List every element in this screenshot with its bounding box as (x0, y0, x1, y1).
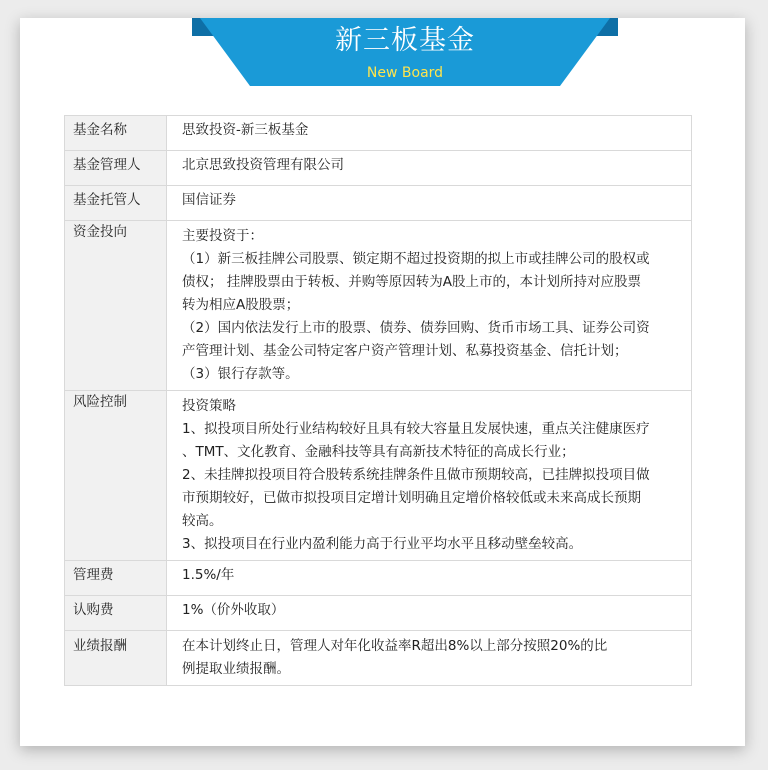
row-label: 资金投向 (65, 221, 167, 391)
value-text-line: 转为相应A股股票； (182, 297, 300, 313)
value-text-line: （3）银行存款等。 (182, 366, 299, 382)
value-text-line: 2、未挂牌拟投项目符合股转系统挂牌条件且做市预期较高，已挂牌拟投项目做 (182, 467, 650, 483)
value-text-line: 1.5%/年 (182, 567, 235, 583)
table-row (65, 221, 692, 391)
page-title: 新三板基金 (335, 25, 475, 56)
row-label: 基金名称 (65, 116, 167, 151)
table-row (65, 631, 692, 686)
value-text-line: 例提取业绩报酬。 (182, 661, 290, 677)
row-label: 基金管理人 (65, 151, 167, 186)
row-value (167, 391, 692, 561)
value-text-line: 国信证券 (182, 192, 236, 208)
row-value (167, 631, 692, 686)
value-text-line: （2）国内依法发行上市的股票、债券、债券回购、货币市场工具、证券公司资 (182, 320, 650, 336)
value-text-line: 思致投资-新三板基金 (182, 122, 309, 138)
table-row (65, 391, 692, 561)
table-row (65, 186, 692, 221)
row-label: 基金托管人 (65, 186, 167, 221)
value-text-line: 、TMT、文化教育、金融科技等具有高新技术特征的高成长行业； (182, 444, 575, 460)
value-text-line: 产管理计划、基金公司特定客户资产管理计划、私募投资基金、信托计划； (182, 343, 628, 359)
header-ribbon (192, 18, 618, 93)
table-row (65, 151, 692, 186)
row-value (167, 116, 692, 151)
value-text-line: 投资策略 (182, 398, 236, 414)
row-value (167, 596, 692, 631)
row-value (167, 221, 692, 391)
value-text-line: 主要投资于： (182, 228, 263, 244)
value-text-line: 在本计划终止日，管理人对年化收益率R超出8%以上部分按照20%的比 (182, 638, 608, 654)
row-label: 风险控制 (65, 391, 167, 561)
page-subtitle: New Board (366, 65, 444, 81)
row-value (167, 186, 692, 221)
value-text-line: （1）新三板挂牌公司股票、锁定期不超过投资期的拟上市或挂牌公司的股权或 (182, 251, 650, 267)
row-value (167, 151, 692, 186)
fund-info-table (64, 115, 692, 686)
table-row (65, 561, 692, 596)
value-text-line: 市预期较好，已做市拟投项目定增计划明确且定增价格较低或未来高成长预期 (182, 490, 641, 506)
value-text-line: 1%（价外收取） (182, 602, 285, 618)
row-label: 业绩报酬 (65, 631, 167, 686)
value-text-line: 1、拟投项目所处行业结构较好且具有较大容量且发展快速，重点关注健康医疗 (182, 421, 650, 437)
table-row (65, 116, 692, 151)
row-label: 管理费 (65, 561, 167, 596)
table-row (65, 596, 692, 631)
value-text-line: 北京思致投资管理有限公司 (182, 157, 344, 173)
value-text-line: 3、拟投项目在行业内盈利能力高于行业平均水平且移动壁垒较高。 (182, 536, 583, 552)
row-value (167, 561, 692, 596)
value-text-line: 较高。 (182, 513, 223, 529)
value-text-line: 债权； 挂牌股票由于转板、并购等原因转为A股上市的，本计划所持对应股票 (182, 274, 642, 290)
row-label: 认购费 (65, 596, 167, 631)
